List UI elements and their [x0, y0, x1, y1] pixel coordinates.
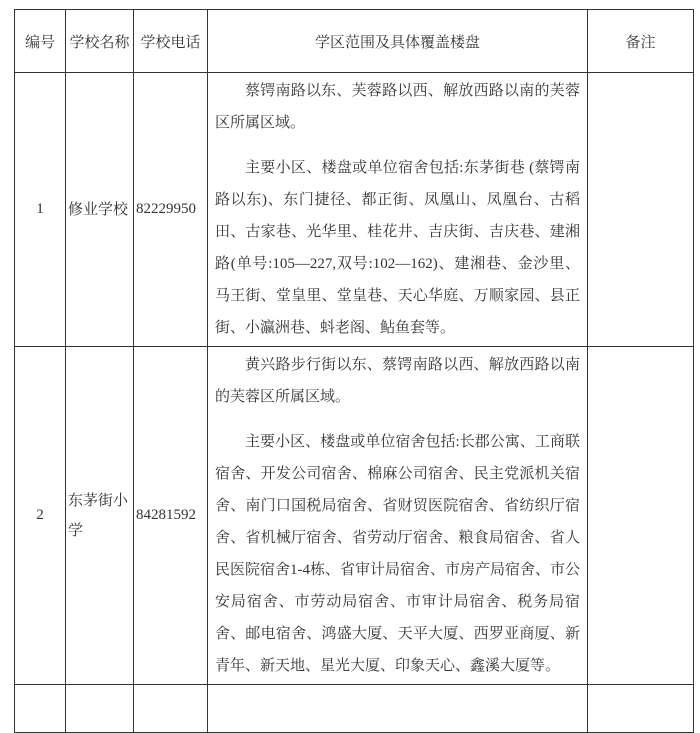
col-header-school-name: 学校名称: [66, 10, 134, 73]
row2-school-phone: 84281592: [134, 347, 208, 685]
header-row: [15, 10, 694, 73]
row2-number: 2: [15, 347, 66, 685]
row3-remark: [588, 685, 694, 733]
table-row-partial: [15, 685, 694, 733]
row2-school-name: 东茅街小学: [66, 347, 134, 685]
district-paragraph: 主要小区、楼盘或单位宿舍包括:东茅街巷 (蔡锷南路以东)、东门捷径、都正街、凤凰山、凤凰台、古稻田、古家巷、光华里、桂花井、吉庆街、吉庆巷、建湘路(单号:105—227,双号:102—162)、建湘巷、金沙里、马王街、堂皇里、堂皇巷、天心华庭、万顺家园、县正街、小瀛洲巷、蚪老阁、鲇鱼套等。: [215, 160, 580, 336]
col-header-number: 编号: [15, 10, 66, 73]
col-header-district-range: 学区范围及具体覆盖楼盘: [208, 10, 588, 73]
row2-remark: [588, 347, 694, 685]
district-paragraph: 蔡锷南路以东、芙蓉路以西、解放西路以南的芙蓉区所属区域。: [215, 83, 580, 131]
row2-district-range: [208, 347, 588, 685]
district-paragraph: 主要小区、楼盘或单位宿舍包括:长郡公寓、工商联宿舍、开发公司宿舍、棉麻公司宿舍、民主党派机关宿舍、南门口国税局宿舍、省财贸医院宿舍、省纺织厅宿舍、省机械厅宿舍、省劳动厅宿舍、粮食局宿舍、省人民医院宿舍1-4栋、省审计局宿舍、市房产局宿舍、市公安局宿舍、市劳动局宿舍、市审计局宿舍、税务局宿舍、邮电宿舍、鸿盛大厦、天平大厦、西罗亚商厦、新青年、新天地、星光大厦、印象天心、鑫溪大厦等。: [215, 434, 580, 674]
row1-school-phone: 82229950: [134, 73, 208, 347]
row1-remark: [588, 73, 694, 347]
row3-school-phone: [134, 685, 208, 733]
school-district-table: [14, 9, 694, 733]
row1-school-name: 修业学校: [66, 73, 134, 347]
row3-district-range: [208, 685, 588, 733]
col-header-remark: 备注: [588, 10, 694, 73]
col-header-school-phone: 学校电话: [134, 10, 208, 73]
row3-school-name: [66, 685, 134, 733]
row1-district-range: [208, 73, 588, 347]
table-row: [15, 73, 694, 347]
row3-number: [15, 685, 66, 733]
school-district-document: [14, 9, 694, 733]
district-paragraph: 黄兴路步行街以东、蔡锷南路以西、解放西路以南的芙蓉区所属区域。: [215, 357, 580, 405]
table-row: [15, 347, 694, 685]
row1-number: 1: [15, 73, 66, 347]
